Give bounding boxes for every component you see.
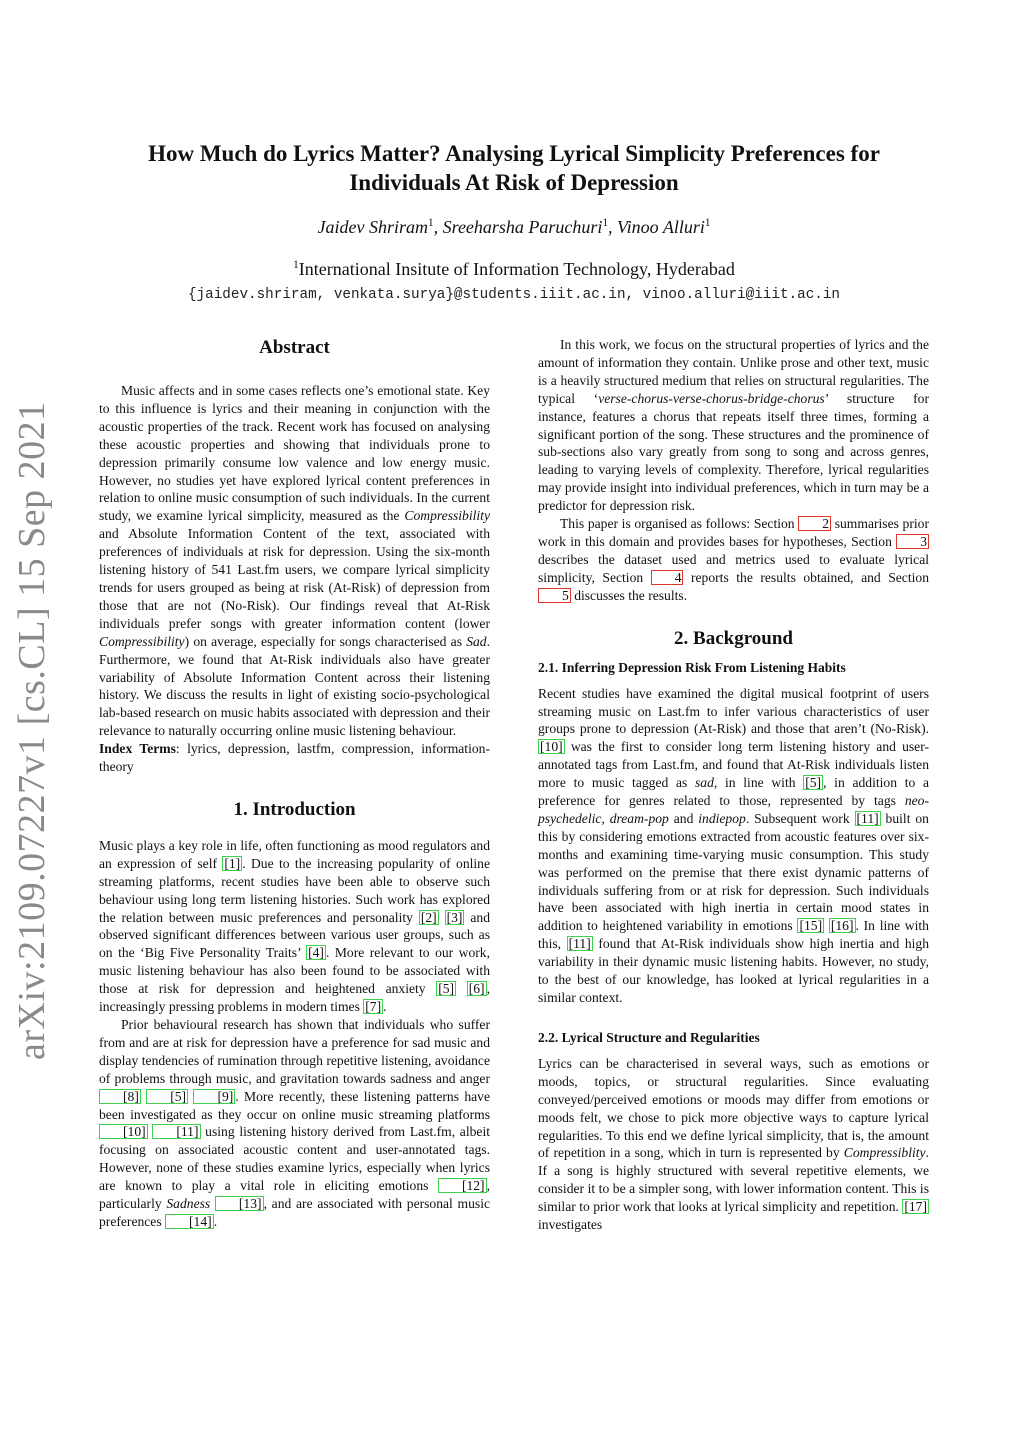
citation-link[interactable]: [5] <box>146 1089 188 1104</box>
text-run: Music affects and in some cases reflects one’s emotional state. Key to this influence is lyrics and their meaning in conjunction with the acoustic properties of the track. Recent work has focused on analysing these acoustic properties and showing that individuals prone to depression primarily consume low valence and low energy music. However, no studies yet have explored lyrical content preferences in relation to online music consumption of such individuals. In the current study, we examine lyrical simplicity, measured as the <box>99 383 490 524</box>
author-affil-mark: 1 <box>602 217 609 229</box>
intro-paragraph-3 <box>538 336 929 515</box>
emphasized-text: indiepop <box>698 810 746 826</box>
introduction-paragraph-2 <box>99 1016 490 1231</box>
text-run: Prior behavioural research has shown that individuals who suffer from and are at risk for depression have a preference for sad music and display tendencies of rumination through repetitive listening, avoidance of problems through music, and gravitation towards sadness and anger <box>99 1017 490 1086</box>
text-run: Lyrics can be characterised in several ways, such as emotions or moods, topics, or structural regularities. Since evaluating conveyed/perceived emotions or moods may differ from emotions or moods felt, we chose to pick more objective ways to capture lyrical regularities. To this end we define lyrical simplicity, that is, the amount of repetition in a song, which in turn is represented by <box>538 1055 929 1161</box>
citation-link[interactable]: [11] <box>856 810 879 826</box>
author-emails: {jaidev.shriram, venkata.surya}@students.iiit.ac.in, vinoo.alluri@iiit.ac.in <box>187 287 841 303</box>
text-run: ’ structure for instance, features a chorus that repeats itself three times, forming a significant portion of the song. These structures and the prominence of sub-sections also vary greatly from song to song and across genres, leading to varying levels of complexity. Therefore, lyrical regularities may provide insight into individual preferences, which in turn may be a predictor for depression risk. <box>538 390 929 514</box>
text-run: In this work, we focus on the structural properties of lyrics and the amount of information they contain. Unlike prose and other text, music is a heavily structured medium that relies on structural regularities. The typical ‘ <box>538 337 929 406</box>
index-terms-label: Index Terms <box>99 741 176 757</box>
citation-link[interactable]: [9] <box>193 1089 235 1104</box>
text-run: using listening history derived from Last.fm, albeit focusing on associated acoustic content and user-annotated tags. However, none of these studies examine lyrics, especially when lyrics are known to play a vital role in eliciting emotions <box>99 1124 490 1194</box>
text-run: and <box>668 810 699 826</box>
text-run: . <box>383 999 387 1015</box>
text-run: Recent studies have examined the digital musical footprint of users streaming music on Last.fm to infer various characteristics of user groups prone to depression (At-Risk) and those that aren’t (No-Risk). <box>538 685 929 737</box>
citation-link[interactable]: [15] <box>799 918 823 934</box>
subsection-2-1-paragraph <box>538 685 929 1007</box>
author-affil-mark: 1 <box>704 217 711 229</box>
text-run: . Furthermore, we found that At-Risk individuals also have greater variability of Absolute Information Content across their listening history. We discuss the results in light of existing socio-psychological lab-based research on music habits associated with depression and their relevance to naturally occurring online music listening behaviour. <box>99 633 490 739</box>
author-name: Jaidev Shriram <box>317 217 429 237</box>
citation-link[interactable]: [5] <box>805 775 822 791</box>
author-separator: , <box>608 217 618 237</box>
citation-link[interactable]: [1] <box>224 855 241 871</box>
text-run: . <box>213 1213 218 1229</box>
emphasized-text: Compressiblity <box>843 1145 926 1161</box>
right-column <box>538 336 929 1234</box>
title-line-2: Individuals At Risk of Depression <box>349 170 679 195</box>
citation-link[interactable]: [5] <box>438 981 455 997</box>
citation-link[interactable]: [11] <box>152 1124 200 1139</box>
text-run: investigates <box>538 1217 603 1233</box>
citation-link[interactable]: [8] <box>99 1089 141 1104</box>
text-run: . If a song is highly structured with several repetitive elements, we consider it to be a simpler song, with lower information content. This is similar to prior work that looks at lyrical simplicity and repetition. <box>538 1145 929 1215</box>
citation-link[interactable]: [14] <box>165 1214 214 1229</box>
text-run: discusses the results. <box>570 587 688 603</box>
affiliation-text: International Insitute of Information Technology, Hyderabad <box>298 259 735 279</box>
title-line-1: How Much do Lyrics Matter? Analysing Lyrical Simplicity Preferences for <box>148 141 880 166</box>
emphasized-text: Compressibility <box>404 508 490 524</box>
intro-paragraph-4 <box>538 515 929 605</box>
citation-link[interactable]: [2] <box>420 909 437 925</box>
citation-link[interactable]: [11] <box>568 936 591 952</box>
emphasized-text: neo-psychedelic, dream-pop <box>538 793 929 826</box>
author-separator: , <box>433 217 443 237</box>
citation-link[interactable]: [10] <box>99 1124 148 1139</box>
affiliation-mark: 1 <box>293 259 299 271</box>
text-run: ) on average, especially for songs characterised as <box>184 633 467 649</box>
text-run: summarises prior work in this domain and provides bases for hypotheses, Section <box>538 516 929 549</box>
citation-link[interactable]: [16] <box>830 918 854 934</box>
emphasized-text: Compressibility <box>99 633 185 649</box>
background-heading: 2. Background <box>674 627 793 649</box>
abstract-heading: Abstract <box>259 337 330 358</box>
citation-link[interactable]: [6] <box>468 981 485 997</box>
paper-title <box>100 139 928 197</box>
text-run: , in line with <box>713 775 804 791</box>
text-run: , increasingly pressing problems in modern times <box>99 981 490 1015</box>
subsection-2-2-heading: 2.2. Lyrical Structure and Regularities <box>538 1029 760 1045</box>
text-run: found that At-Risk individuals show high inertia and high variability in their dynamic music listening habits. However, no study, to the best of our knowledge, has looked at lyrical regularities in a similar context. <box>538 936 929 1005</box>
citation-link[interactable]: [13] <box>215 1196 264 1211</box>
text-run: reports the results obtained, and Section <box>683 569 929 585</box>
citation-link[interactable]: [7] <box>365 999 382 1015</box>
subsection-2-1-heading: 2.1. Inferring Depression Risk From Listening Habits <box>538 659 846 675</box>
text-run: . More relevant to our work, music listening behaviour has also been found to be associated with those at risk for depression and heightened anxiety <box>99 945 491 997</box>
text-run: . Due to the increasing popularity of online streaming platforms, recent studies have been able to observe such behaviour using long term listening histories. Such work has explored the relation between music preferences and personality <box>99 855 490 925</box>
text-run: and observed significant differences between various user groups, such as on the ‘Big Five Personality Traits’ <box>99 909 490 961</box>
citation-link[interactable]: [4] <box>308 945 324 961</box>
section-reference-link[interactable]: 3 <box>896 534 929 549</box>
index-terms-text: : lyrics, depression, lastfm, compression, information-theory <box>99 741 490 775</box>
emphasized-text: verse-chorus-verse-chorus-bridge-chorus <box>598 390 825 406</box>
text-run: , and are associated with personal music preferences <box>99 1196 490 1229</box>
text-run: . More recently, these listening patterns have been investigated as they occur on online music streaming platforms <box>99 1088 490 1122</box>
section-reference-link[interactable]: 5 <box>538 588 571 603</box>
text-run: This paper is organised as follows: Section <box>560 516 799 532</box>
text-run: describes the dataset used and metrics used to evaluate lyrical simplicity, Section <box>538 551 929 585</box>
emphasized-text: sad <box>695 775 714 791</box>
abstract-paragraph <box>99 382 490 740</box>
citation-link[interactable]: [12] <box>438 1178 487 1193</box>
citation-link[interactable]: [3] <box>446 909 463 925</box>
text-run: built on this by considering emotions extracted from acoustic features over six-months and examining time-varying music consumption. This study was performed on the premise that there exist dynamic patterns of individuals suffering from or at risk for depression. Such individuals have been associated with high inertia in certain mood states in addition to heightened variability in emotions <box>538 810 929 934</box>
text-run: Music plays a key role in life, often functioning as mood regulators and an expression of self <box>99 837 490 871</box>
author-list <box>100 217 928 238</box>
introduction-paragraph-1 <box>99 837 490 1016</box>
author-name: Vinoo Alluri <box>617 217 705 237</box>
text-run: was the first to consider long term listening history and user-annotated tags from Last.fm, and found that At-Risk individuals listen more to music tagged as <box>538 739 929 791</box>
left-column <box>99 336 490 1231</box>
author-affil-mark: 1 <box>428 217 434 229</box>
text-run: , in addition to a preference for genres related to those, represented by tags <box>538 775 929 809</box>
text-run: . Subsequent work <box>745 810 855 826</box>
citation-link[interactable]: [17] <box>904 1199 927 1215</box>
author-name: Sreeharsha Paruchuri <box>442 217 603 237</box>
affiliation <box>100 259 928 280</box>
subsection-2-2-paragraph <box>538 1055 929 1234</box>
text-run <box>456 981 467 996</box>
index-terms <box>99 740 490 776</box>
section-reference-link[interactable]: 4 <box>651 570 684 585</box>
introduction-heading: 1. Introduction <box>233 798 356 820</box>
emphasized-text: Sad <box>466 633 487 649</box>
section-reference-link[interactable]: 2 <box>798 516 831 531</box>
text-run: and Absolute Information Content of the text, associated with preferences of individuals at risk for depression. Using the six-month listening history of 541 Last.fm users, we compare lyrical simplicity trends for users grouped as being at risk (At-Risk) of depression from those that are not (No-Risk). Our findings reveal that At-Risk individuals prefer songs with greater information content (lower <box>99 526 490 631</box>
citation-link[interactable]: [10] <box>540 739 563 755</box>
emphasized-text: Sadness <box>166 1196 211 1212</box>
arxiv-identifier: arXiv:2109.07227v1 [cs.CL] 15 Sep 2021 <box>11 401 53 1060</box>
text-run: . In line with this, <box>538 918 929 952</box>
text-run: , particularly <box>99 1178 490 1212</box>
